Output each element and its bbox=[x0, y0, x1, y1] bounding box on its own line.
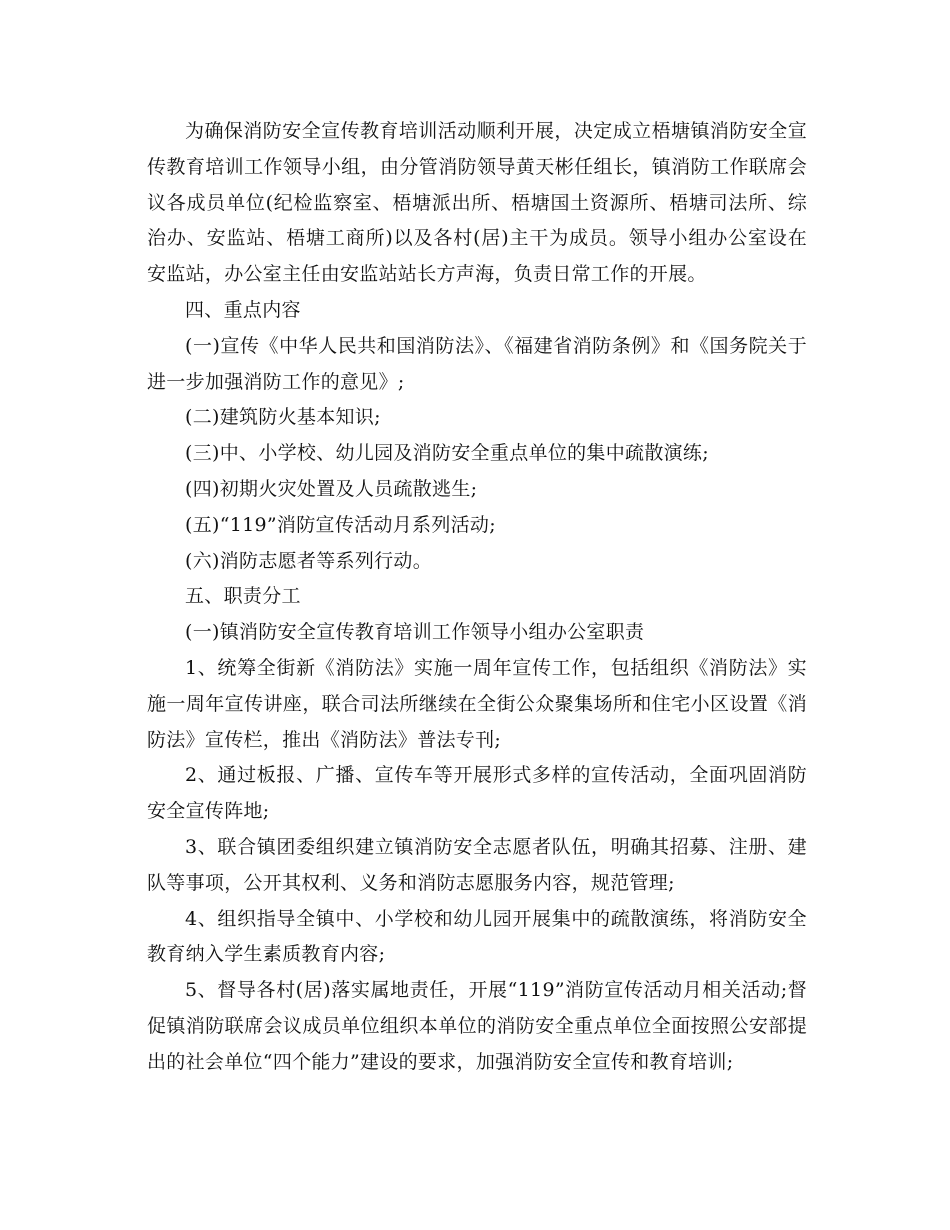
list-item: (六)消防志愿者等系列行动。 bbox=[185, 549, 433, 572]
list-item: (五)“119”消防宣传活动月系列活动; bbox=[185, 513, 496, 536]
list-item: 2、通过板报、广播、宣传车等开展形式多样的宣传活动，全面巩固消防安全宣传阵地; bbox=[147, 764, 807, 823]
list-item: 5、督导各村(居)落实属地责任，开展“119”消防宣传活动月相关活动;督促镇消防联席会议成员单位组织本单位的消防安全重点单位全面按照公安部提出的社会单位“四个能力”建设的要求，加强消防安全宣传和教育培训; bbox=[147, 979, 807, 1073]
list-item: (四)初期火灾处置及人员疏散逃生; bbox=[185, 477, 478, 500]
paragraph-leadership-group: 为确保消防安全宣传教育培训活动顺利开展，决定成立梧塘镇消防安全宣传教育培训工作领导小组，由分管消防领导黄天彬任组长，镇消防工作联席会议各成员单位(纪检监察室、梧塘派出所、梧塘国土资源所、梧塘司法所、综治办、安监站、梧塘工商所)以及各村(居)主干为成员。领导小组办公室设在安监站，办公室主任由安监站站长方声海，负责日常工作的开展。 bbox=[147, 120, 807, 286]
list-item: (一)宣传《中华人民共和国消防法》、《福建省消防条例》和《国务院关于进一步加强消防工作的意见》; bbox=[147, 334, 807, 393]
list-item: (二)建筑防火基本知识; bbox=[185, 406, 381, 429]
document-body bbox=[147, 114, 807, 1081]
subsection-heading-office-duties: (一)镇消防安全宣传教育培训工作领导小组办公室职责 bbox=[185, 621, 645, 644]
list-item: 1、统筹全街新《消防法》实施一周年宣传工作，包括组织《消防法》实施一周年宣传讲座，联合司法所继续在全街公众聚集场所和住宅小区设置《消防法》宣传栏，推出《消防法》普法专刊; bbox=[147, 656, 807, 751]
section-heading-responsibilities: 五、职责分工 bbox=[185, 585, 301, 608]
list-item: (三)中、小学校、幼儿园及消防安全重点单位的集中疏散演练; bbox=[185, 442, 709, 465]
list-item: 3、联合镇团委组织建立镇消防安全志愿者队伍，明确其招募、注册、建队等事项，公开其权利、义务和消防志愿服务内容，规范管理; bbox=[147, 835, 807, 894]
list-item: 4、组织指导全镇中、小学校和幼儿园开展集中的疏散演练，将消防安全教育纳入学生素质教育内容; bbox=[147, 907, 807, 966]
section-heading-key-content: 四、重点内容 bbox=[185, 298, 301, 321]
